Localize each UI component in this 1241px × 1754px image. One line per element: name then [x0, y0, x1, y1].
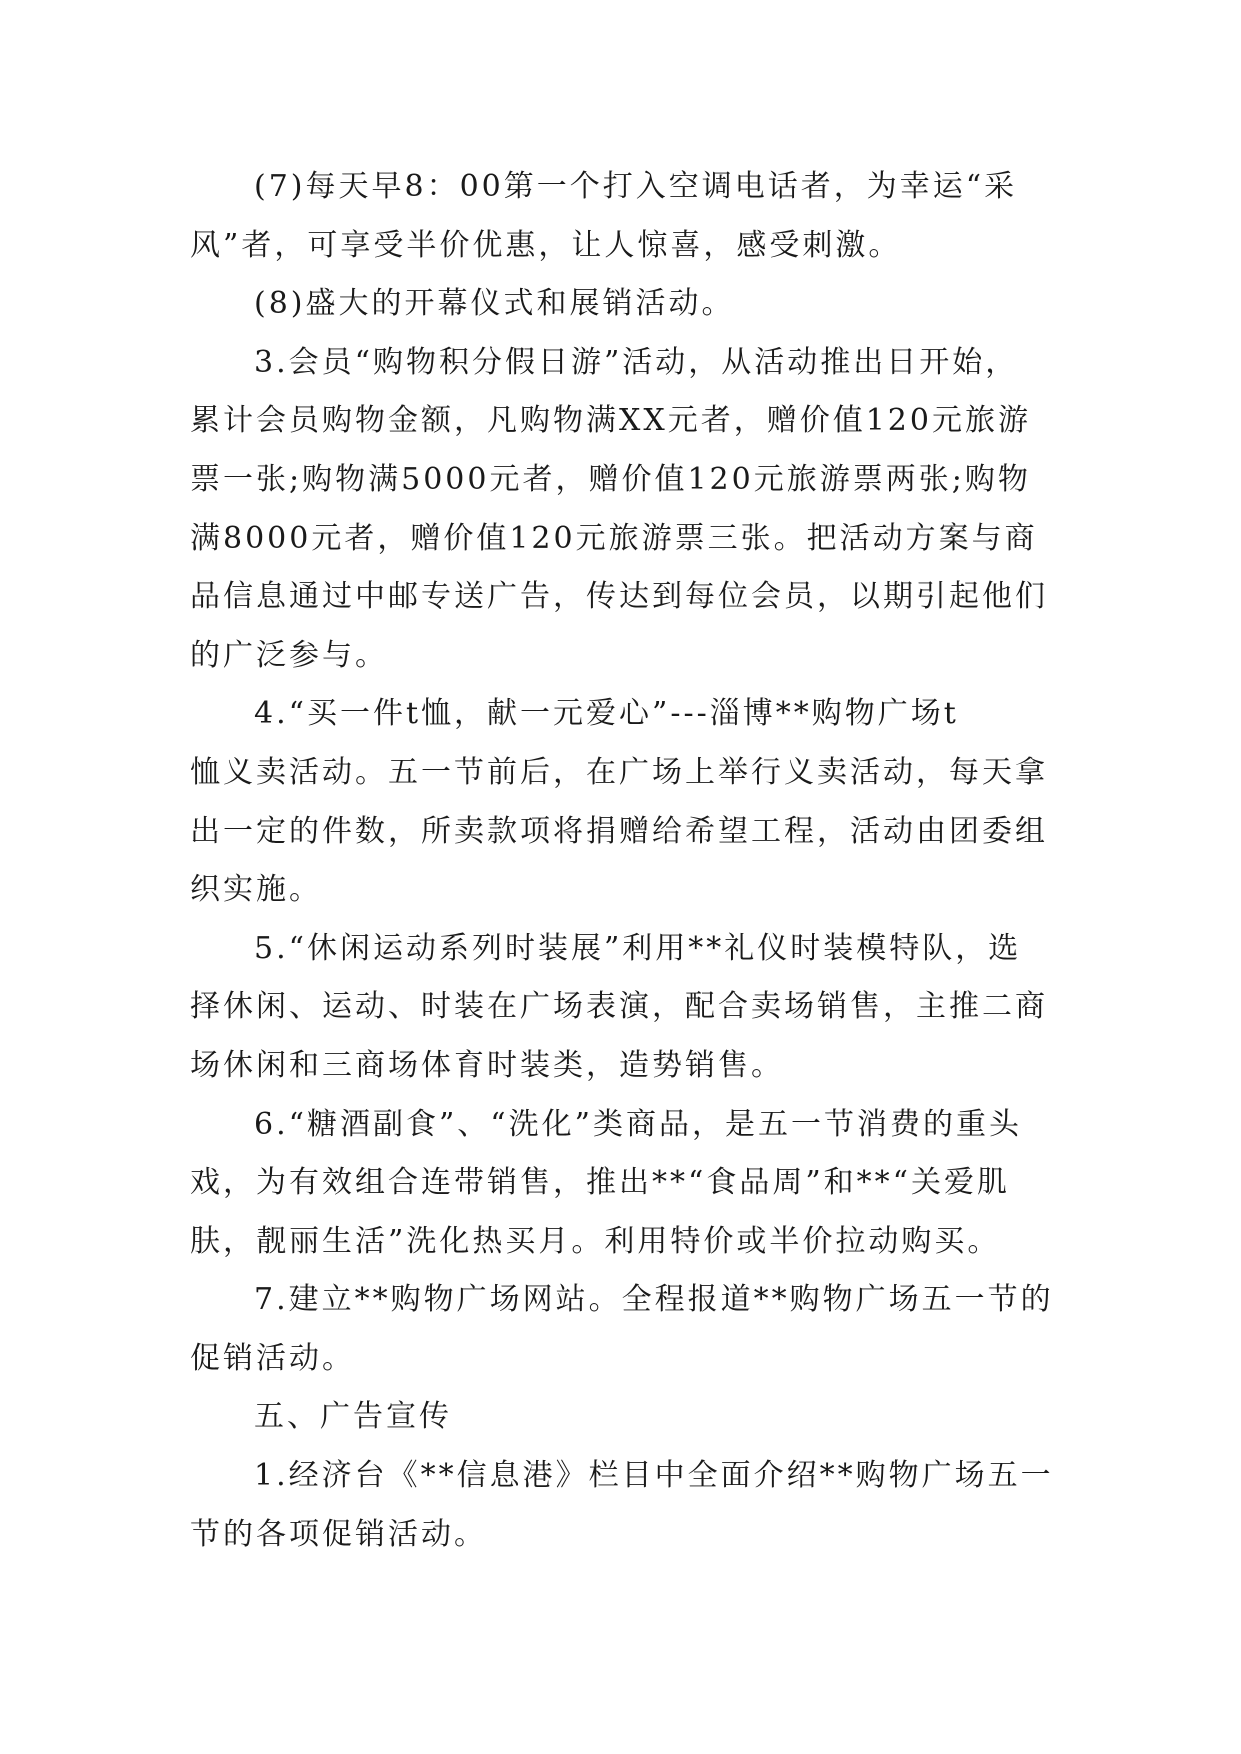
text-line: 6.“糖酒副食”、“洗化”类商品，是五一节消费的重头	[254, 1106, 1022, 1142]
text-line: 4.“买一件t恤，献一元爱心”---淄博**购物广场t	[254, 696, 959, 732]
text-line: 风”者，可享受半价优惠，让人惊喜，感受刺激。	[190, 227, 902, 263]
section-heading: 五、广告宣传	[254, 1399, 452, 1435]
text-line: 票一张;购物满5000元者，赠价值120元旅游票两张;购物	[190, 461, 1031, 497]
text-line: 1.经济台《**信息港》栏目中全面介绍**购物广场五一	[254, 1458, 1054, 1494]
document-page	[190, 158, 1055, 1564]
text-line: 恤义卖活动。五一节前后，在广场上举行义卖活动，每天拿	[190, 754, 1048, 790]
text-line: 3.会员“购物积分假日游”活动，从活动推出日开始，	[254, 344, 1019, 380]
text-line: 肤，靓丽生活”洗化热买月。利用特价或半价拉动购买。	[190, 1223, 1001, 1259]
text-line: 戏，为有效组合连带销售，推出**“食品周”和**“关爱肌	[190, 1165, 1011, 1201]
text-line: 织实施。	[190, 872, 322, 908]
text-line: 7.建立**购物广场网站。全程报道**购物广场五一节的	[254, 1282, 1054, 1318]
text-line: 品信息通过中邮专送广告，传达到每位会员，以期引起他们	[190, 579, 1048, 615]
text-line: 的广泛参与。	[190, 637, 388, 673]
text-line: 累计会员购物金额，凡购物满XX元者，赠价值120元旅游	[190, 403, 1031, 439]
text-line: (7)每天早8：00第一个打入空调电话者，为幸运“采	[254, 169, 1018, 204]
text-line: (8)盛大的开幕仪式和展销活动。	[254, 286, 735, 322]
text-line: 择休闲、运动、时装在广场表演，配合卖场销售，主推二商	[190, 989, 1048, 1025]
text-line: 节的各项促销活动。	[190, 1516, 487, 1552]
text-line: 促销活动。	[190, 1340, 355, 1376]
text-line: 满8000元者，赠价值120元旅游票三张。把活动方案与商	[190, 520, 1038, 556]
text-line: 场休闲和三商场体育时装类，造势销售。	[190, 1047, 784, 1083]
text-line: 5.“休闲运动系列时装展”利用**礼仪时装模特队，选	[254, 930, 1022, 966]
text-line: 出一定的件数，所卖款项将捐赠给希望工程，活动由团委组	[190, 813, 1048, 849]
